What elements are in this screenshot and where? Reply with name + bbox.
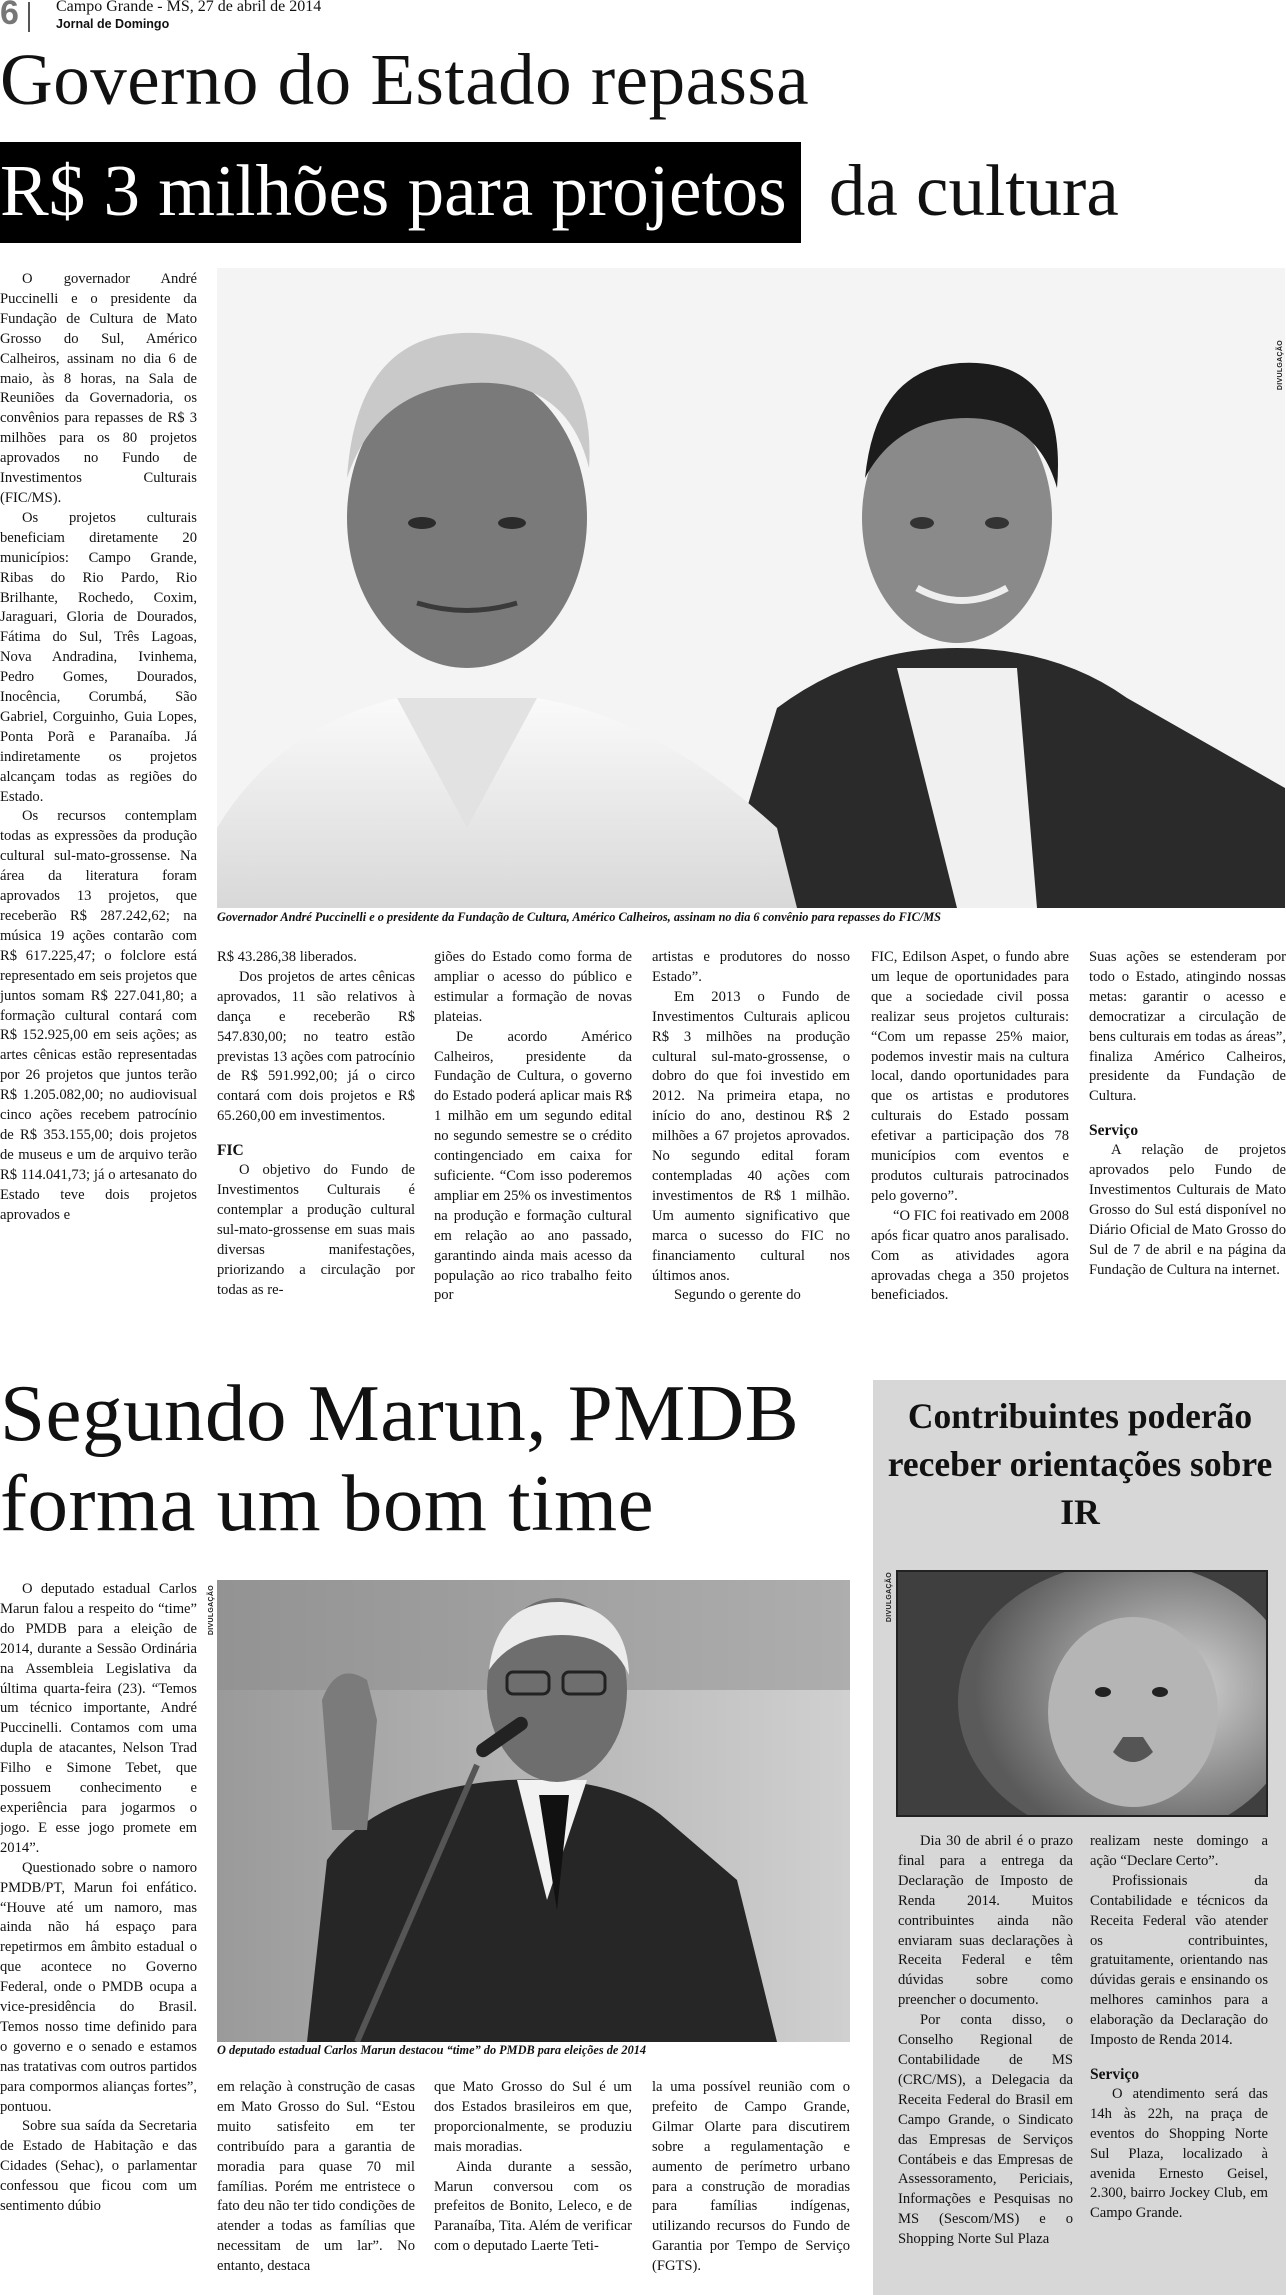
page-number: 6 (0, 0, 19, 32)
paragraph: O deputado estadual Carlos Marun falou a respeito do “time” do PMDB para a eleição de 2014, durante a Sessão Ordinária na Assembleia Legislativa da última quarta-feira (23). “Temos um técnico importante, André Puccinelli. Contamos com uma dupla de atacantes, Nelson Trad Filho e Simone Tebet, que possuem conhecimento e experiência para jogarmos o jogo. E esse jogo promete em 2014”. (0, 1581, 197, 1856)
paragraph: realizam neste domingo a ação “Declare Certo”. (1090, 1833, 1268, 1869)
article3-headline: Contribuintes poderão receber orientações sobre IR (887, 1396, 1273, 1532)
paragraph: FIC, Edilson Aspet, o fundo abre um leque de oportunidades para que a sociedade civil possa realizar seus projetos culturais: “Com um repasse 25% maior, podemos investir mais na cultura local, dando oportunidades para que os artistas e produtores culturais do Estado possam efetivar a participação dos 78 municípios com eventos e produtos culturais patrocinados pelo governo”. (871, 949, 1069, 1204)
paragraph: O governador André Puccinelli e o presidente da Fundação de Cultura de Mato Grosso do Sul, Américo Calheiros, assinam no dia 6 de maio, às 8 horas, na Sala de Reuniões da Governadoria, os convênios para repasses de R$ 3 milhões para os 80 projetos aprovados no Fundo de Investimentos Culturais (FIC/MS). (0, 271, 197, 506)
paragraph: la uma possível reunião com o prefeito de Campo Grande, Gilmar Olarte para discutirem sobre a regulamentação e aumento de perímetro urbano para a construção de moradias para famílias indígenas, utilizando recursos do Fundo de Garantia por Tempo de Serviço (FGTS). (652, 2079, 850, 2275)
paragraph: R$ 43.286,38 liberados. (217, 949, 357, 965)
paragraph: giões do Estado como forma de ampliar o acesso do público e estimular a formação de novas plateias. (434, 949, 632, 1025)
article2-headline-line1: Segundo Marun, PMDB (0, 1368, 800, 1458)
article1-column-6 (1089, 948, 1286, 1344)
article2-column-3 (434, 2078, 632, 2295)
article2-headline-line2: forma um bom time (0, 1458, 655, 1548)
article1-column-2 (217, 948, 415, 1344)
article3-photo (896, 1570, 1268, 1817)
subhead-servico: Serviço (1089, 1122, 1139, 1140)
subhead-fic: FIC (217, 1142, 244, 1160)
paragraph: O objetivo do Fundo de Investimentos Culturais é contemplar a produção cultural sul-mato-grossense em suas mais diversas manifestações, priorizando a circulação por todas as re- (217, 1162, 415, 1298)
paragraph: Segundo o gerente do (674, 1287, 801, 1304)
article2-column-4 (652, 2078, 850, 2295)
header-rule (28, 2, 30, 32)
paragraph: “O FIC foi reativado em 2008 após ficar quatro anos paralisado. Com as atividades agora aprovadas chega a 350 projetos beneficiados. (871, 1207, 1069, 1304)
lion-image (898, 1572, 1266, 1815)
article3-column-2 (1090, 1832, 1268, 2292)
paragraph: Por conta disso, o Conselho Regional de Contabilidade de MS (CRC/MS), a Delegacia da Receita Federal do Brasil em Campo Grande, o Sindicato das Empresas de Serviços Contábeis e das Empresas de Assessoramento, Periciais, Informações e Pesquisas no MS (Sescom/MS) e o Shopping Norte Sul Plaza (898, 2012, 1073, 2248)
dateline: Campo Grande - MS, 27 de abril de 2014 (56, 0, 322, 15)
article3-column-1 (898, 1832, 1073, 2292)
article2-column-1 (0, 1580, 197, 2295)
paragraph: Ainda durante a sessão, Marun conversou com os prefeitos de Bonito, Leleco, e de Paranaíba, Tita. Além de verificar com o deputado Laerte Teti- (434, 2158, 632, 2255)
article1-headline: Governo do Estado repassa (0, 39, 810, 120)
headline-rest: da cultura (828, 150, 1119, 231)
paragraph: Profissionais da Contabilidade e técnicos da Receita Federal vão atender os contribuintes, gratuitamente, orientando nas dúvidas gerais e ensinando os melhores caminhos para a elaboração da Declaração do Imposto de Renda 2014. (1090, 1872, 1268, 2049)
paragraph: em relação à construção de casas em Mato Grosso do Sul. “Estou muito satisfeito em ter contribuído para a garantia de moradia para quase 70 mil famílias. Porém me entristece o fato deu não ter tido condições de atender a todas as famílias que necessitam de um lar”. No entanto, destaca (217, 2079, 415, 2275)
paragraph: Os recursos contemplam todas as expressões da produção cultural sul-mato-grossense. Na área da literatura foram aprovados 13 projetos, que receberão R$ 287.242,62; na música 19 ações contarão com R$ 617.225,47; o folclore está representado em seis projetos que juntos somam R$ 227.041,80; a formação cultural contará com R$ 152.925,00 em seis ações; as artes cênicas estão representadas por 26 projetos que juntos terão R$ 1.205.082,00; no audiovisual cinco ações recebem patrocínio de R$ 353.155,00; dois projetos de museus e um de arquivo terão R$ 114.041,73; já o artesanato do Estado teve dois projetos aprovados e (0, 808, 197, 1223)
article2-photo-credit: DIVULGAÇÃO (208, 1585, 215, 1636)
article1-column-1 (0, 270, 197, 1345)
article1-photo (217, 268, 1285, 908)
article1-photo-caption: Governador André Puccinelli e o presidente da Fundação de Cultura, Américo Calheiros, assinam no dia 6 convênio para repasses do FIC/MS (217, 910, 941, 924)
article1-column-3 (434, 948, 632, 1344)
paragraph: que Mato Grosso do Sul é um dos Estados brasileiros em que, proporcionalmente, se produziu mais moradias. (434, 2079, 632, 2155)
article3-photo-credit: DIVULGAÇÃO (886, 1572, 893, 1623)
paragraph: Em 2013 o Fundo de Investimentos Culturais aplicou R$ 3 milhões na produção cultural sul-mato-grossense, o dobro do que foi investido em 2012. Na primeira etapa, no início do ano, destinou R$ 2 milhões a 67 projetos aprovados. No segundo edital foram contempladas 40 ações com investimentos de R$ 1 milhão. Um aumento significativo que marca o sucesso do FIC no financiamento cultural nos últimos anos. (652, 988, 850, 1284)
subhead-servico: Serviço (1090, 2065, 1140, 2083)
article1-photo-credit: DIVULGAÇÃO (1277, 340, 1284, 391)
paragraph: Suas ações se estenderam por todo o Estado, atingindo nossas metas: garantir o acesso e democratizar a circulação de bens culturais em todas as áreas”, finaliza Américo Calheiros, presidente da Fundação de Cultura. (1089, 949, 1286, 1105)
paragraph: Questionado sobre o namoro PMDB/PT, Marun foi enfático. “Houve até um namoro, mas ainda não há espaço para repetirmos em âmbito estadual o que acontece no Governo Federal, onde o PMDB ocupa a vice-presidência do Brasil. Temos nosso time definido para o governo e o senado e estamos nas tratativas com outros partidos para compormos alianças fortes”, pontuou. (0, 1859, 197, 2115)
article2-photo (217, 1580, 850, 2042)
article2-headline (0, 1368, 799, 1548)
speaker-at-microphone-image (217, 1580, 850, 2042)
headline-highlight: R$ 3 milhões para projetos (0, 142, 801, 243)
paragraph: artistas e produtores do nosso Estado”. (652, 949, 850, 985)
article1-headline-line2 (0, 142, 1119, 243)
paragraph: Os projetos culturais beneficiam diretamente 20 municípios: Campo Grande, Ribas do Rio Pardo, Rio Brilhante, Rochedo, Coxim, Jaraguari, Gloria de Dourados, Fátima do Sul, Três Lagoas, Nova Andradina, Ivinhema, Pedro Gomes, Dourados, Inocência, Corumbá, São Gabriel, Corguinho, Guia Lopes, Ponta Porã e Paranaíba. Já indiretamente os projetos alcançam todas as regiões do Estado. (0, 509, 197, 805)
publication-name: Jornal de Domingo (56, 17, 170, 31)
paragraph: De acordo Américo Calheiros, presidente da Fundação de Cultura, o governo do Estado poderá aplicar mais R$ 1 milhão em um segundo edital no segundo semestre se o crédito contingenciado em caixa for suficiente. “Com isso poderemos ampliar em 25% os investimentos na produção e formação cultural em relação ao ano passado, garantindo ainda mais acesso da população ao rico trabalho feito por (434, 1028, 632, 1304)
paragraph: A relação de projetos aprovados pelo Fundo de Investimentos Culturais de Mato Grosso do Sul está disponível no Diário Oficial de Mato Grosso do Sul de 7 de abril e na página da Fundação de Cultura na internet. (1089, 1142, 1286, 1278)
two-men-portrait-image (217, 268, 1285, 908)
paragraph: Dia 30 de abril é o prazo final para a entrega da Declaração de Imposto de Renda 2014. Muitos contribuintes ainda não enviaram suas declarações à Receita Federal e têm dúvidas sobre como preencher o documento. (898, 1833, 1073, 2009)
paragraph: O atendimento será das 14h às 22h, na praça de eventos do Shopping Norte Sul Plaza, localizado à avenida Ernesto Geisel, 2.300, bairro Jockey Club, em Campo Grande. (1090, 2085, 1268, 2222)
article1-column-5 (871, 948, 1069, 1344)
article2-column-2 (217, 2078, 415, 2295)
paragraph: Dos projetos de artes cênicas aprovados, 11 são relativos à dança e receberão R$ 547.830,00; no teatro estão previstas 13 ações com patrocínio de R$ 591.992,00; já o circo contará com dois projetos e R$ 65.260,00 em investimentos. (217, 968, 415, 1125)
paragraph: Sobre sua saída da Secretaria de Estado de Habitação e das Cidades (Sehac), o parlamentar confessou que ficou com um sentimento dúbio (0, 2118, 197, 2215)
page-header (0, 0, 1286, 34)
article2-photo-caption: O deputado estadual Carlos Marun destacou “time” do PMDB para eleições de 2014 (217, 2043, 647, 2057)
article1-column-4 (652, 948, 850, 1344)
